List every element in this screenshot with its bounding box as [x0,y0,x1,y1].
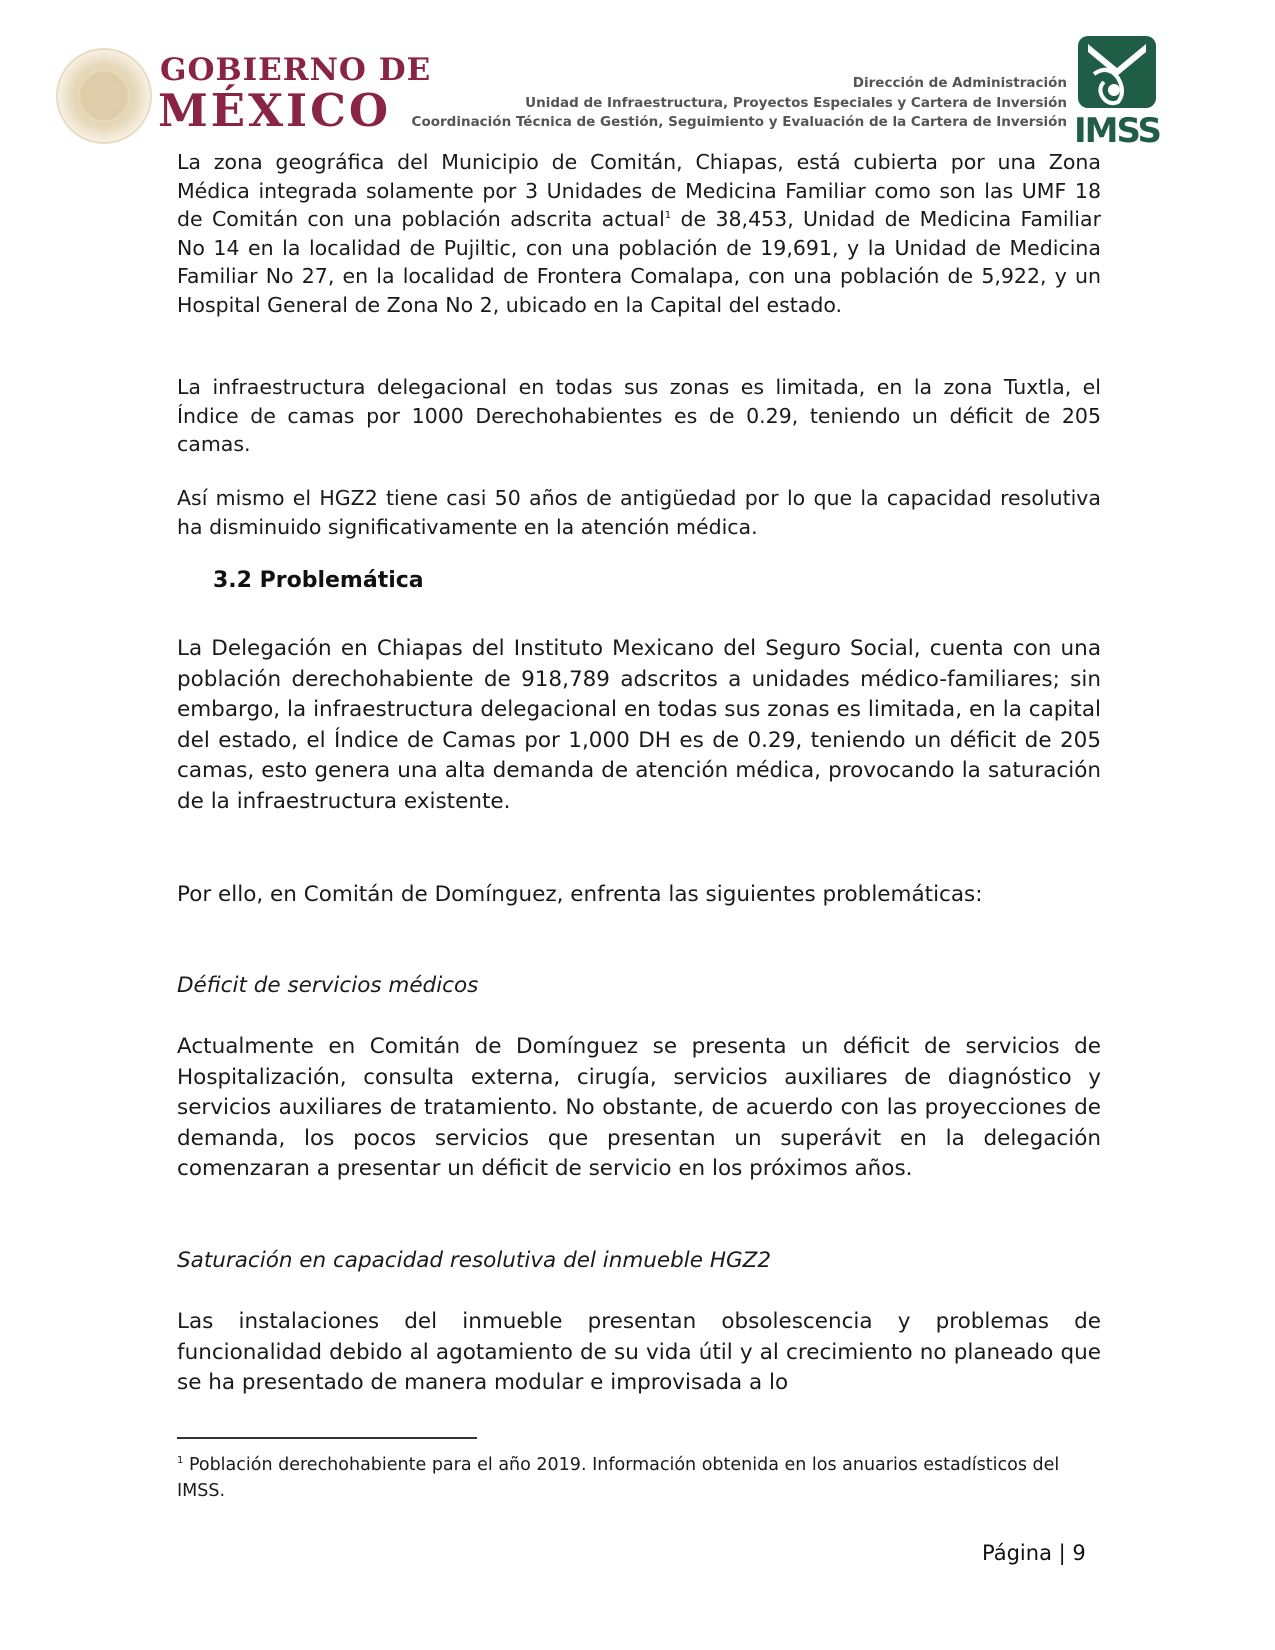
imss-logo-icon [1074,34,1160,146]
eagle-emblem-icon [80,72,128,120]
header-dept-line3: Coordinación Técnica de Gestión, Seguimiento y Evaluación de la Cartera de Inversión [411,114,1067,130]
subheading-deficit: Déficit de servicios médicos [177,973,479,998]
subheading-saturacion: Saturación en capacidad resolutiva del inmueble HGZ2 [177,1248,772,1273]
page-number: Página | 9 [982,1541,1086,1565]
gobierno-logo-line2: MÉXICO [158,84,392,137]
paragraph-instalaciones: Las instalaciones del inmueble presentan obsolescencia y problemas de funcionalidad debido al agotamiento de su vida útil y al crecimiento no planeado que se ha presentado de manera modular e improvisada a lo [177,1309,1101,1396]
footnote-divider [177,1437,477,1439]
footnote [177,1452,1077,1504]
imss-text: IMSS [1074,111,1160,146]
section-heading-problematica: 3.2 Problemática [213,568,424,593]
paragraph-text: de 38,453, Unidad de Medicina Familiar No 14 en la localidad de Pujiltic, con una población de 19,691, y la Unidad de Medicina Familiar No 27, en la localidad de Frontera Comalapa, con una población de 5,922, y un Hospital General de Zona No 2, ubicado en la Capital del estado. [177,207,1101,317]
paragraph-zona-geografica [177,148,1101,319]
header-dept-line2: Unidad de Infraestructura, Proyectos Especiales y Cartera de Inversión [525,95,1067,111]
paragraph-antiguedad: Así mismo el HGZ2 tiene casi 50 años de antigüedad por lo que la capacidad resolutiva ha disminuido significativamente en la atención médica. [177,486,1101,539]
footnote-marker: 1 [177,1455,184,1467]
footnote-ref-marker[interactable]: 1 [664,210,672,222]
mexico-coat-of-arms-seal [56,48,152,144]
gobierno-logo-line1: GOBIERNO DE [160,52,432,88]
footnote-text: Población derechohabiente para el año 2019. Información obtenida en los anuarios estadísticos del IMSS. [177,1455,1060,1501]
paragraph-infraestructura: La infraestructura delegacional en todas sus zonas es limitada, en la zona Tuxtla, el Índice de camas por 1000 Derechohabientes es de 0.29, teniendo un déficit de 205 camas. [177,375,1101,456]
paragraph-actualmente: Actualmente en Comitán de Domínguez se presenta un déficit de servicios de Hospitalización, consulta externa, cirugía, servicios auxiliares de diagnóstico y servicios auxiliares de tratamiento. No obstante, de acuerdo con las proyecciones de demanda, los pocos servicios que presentan un superávit en la delegación comenzaran a presentar un déficit de servicio en los próximos años. [177,1034,1101,1182]
paragraph-por-ello: Por ello, en Comitán de Domínguez, enfrenta las siguientes problemáticas: [177,882,983,907]
paragraph-text: La zona geográfica del Municipio de Comitán, Chiapas, está cubierta por una Zona Médica integrada solamente por 3 Unidades de Medicina Familiar como son las UMF 18 de Comitán con una población adscrita actual [177,150,1101,231]
paragraph-delegacion: La Delegación en Chiapas del Instituto Mexicano del Seguro Social, cuenta con una población derechohabiente de 918,789 adscritos a unidades médico-familiares; sin embargo, la infraestructura delegacional en todas sus zonas es limitada, en la capital del estado, el Índice de Camas por 1,000 DH es de 0.29, teniendo un déficit de 205 camas, esto genera una alta demanda de atención médica, provocando la saturación de la infraestructura existente. [177,636,1101,814]
header-dept-line1: Dirección de Administración [852,75,1067,91]
